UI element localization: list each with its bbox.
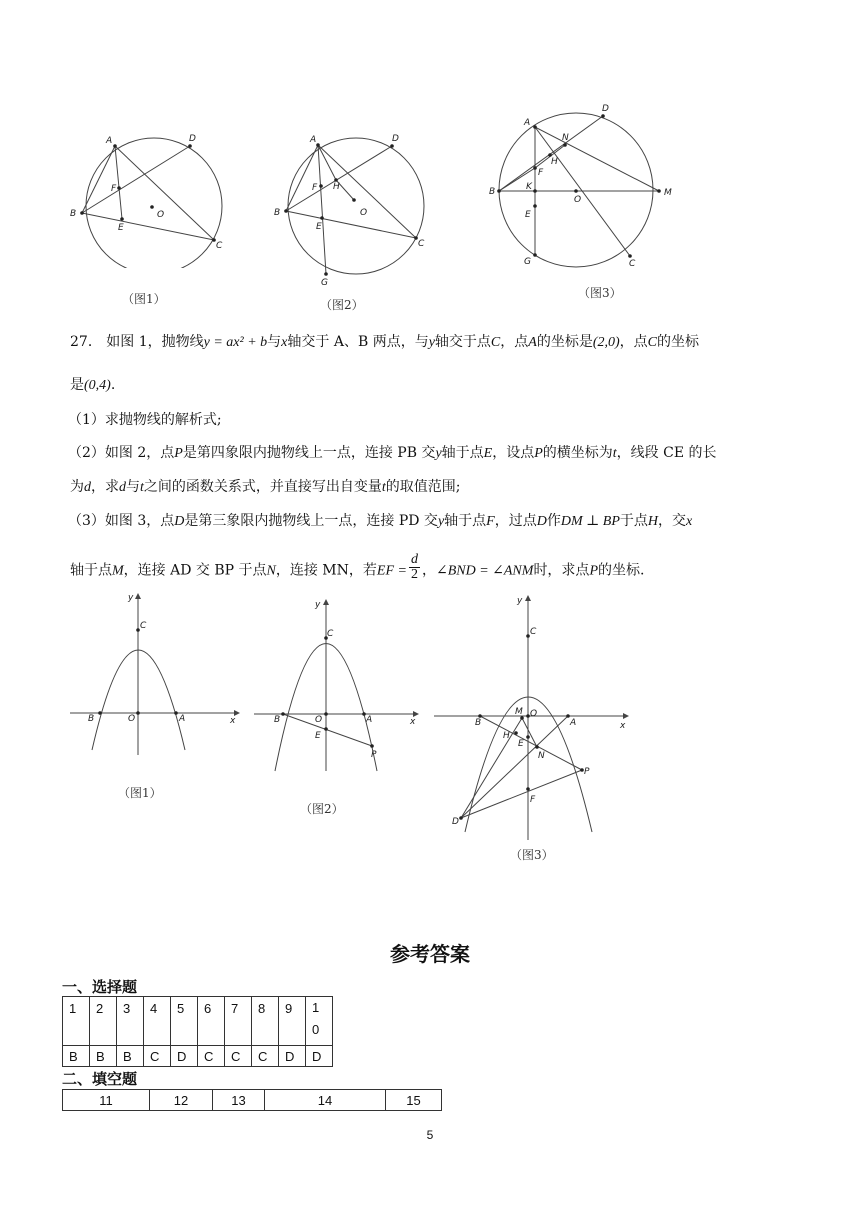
fig2-label-O: O [360, 208, 368, 218]
choice-answer: D [171, 1046, 198, 1067]
choice-number: 1 [63, 997, 90, 1046]
fig1-label-C: C [216, 241, 223, 251]
pfig1-label-O: O [128, 714, 136, 724]
pfig1-label-A: A [179, 714, 186, 724]
problem-number: 27． [70, 334, 102, 350]
choice-number: 3 [117, 997, 144, 1046]
fill-answer-table [62, 1089, 442, 1111]
choice-answer-table [62, 996, 333, 1067]
parabola-figure-1 [68, 590, 248, 760]
pfig3-label-x: x [620, 721, 626, 731]
fig1-label-B: B [70, 209, 77, 219]
pfig3-label-B: B [475, 718, 482, 728]
fig3-label-E: E [525, 210, 531, 220]
fig3-caption: （图3） [578, 286, 622, 300]
fig2-label-C: C [418, 239, 425, 249]
fig3-label-O: O [574, 195, 582, 205]
pfig3-label-y: y [517, 596, 523, 606]
pfig3-label-N: N [538, 751, 545, 761]
choice-answer: D [279, 1046, 306, 1067]
choice-number: 2 [90, 997, 117, 1046]
pfig3-label-E: E [518, 739, 524, 749]
part-3-line-1: （3）如图 3，点D是第三象限内抛物线上一点，连接 PD 交y轴于点F，过点D作DM ⊥ BP于点H，交x [68, 513, 693, 529]
pfig1-label-B: B [88, 714, 95, 724]
fig3-label-H: H [551, 157, 558, 167]
fig1-label-E: E [118, 223, 124, 233]
pfig2-label-x: x [410, 717, 416, 727]
pfig1-label-C: C [140, 621, 147, 631]
fig3-label-D: D [602, 104, 609, 114]
choice-number: 6 [198, 997, 225, 1046]
fig2-label-A: A [310, 135, 317, 145]
pfig3-label-O: O [530, 709, 538, 719]
fraction-d-over-2: $\frac{d}{2}$ [410, 552, 418, 582]
fig3-label-A: A [524, 118, 531, 128]
pfig1-label-x: x [230, 716, 236, 726]
choice-answer: B [63, 1046, 90, 1067]
pfig3-caption: （图3） [510, 848, 554, 862]
pfig3-label-C: C [530, 627, 537, 637]
pfig3-label-D: D [452, 817, 459, 827]
parabola-figure-2 [252, 596, 427, 776]
problem-line-1: 27． 如图 1，抛物线y = ax² + b与x轴交于 A、B 两点，与y轴交于点C，点A的坐标是(2,0)，点C的坐标 [70, 334, 699, 350]
choice-number: 1 0 [306, 997, 333, 1046]
part-2-line-1: （2）如图 2，点P是第四象限内抛物线上一点，连接 PB 交y轴于点E，设点P的横坐标为t，线段 CE 的长 [68, 445, 717, 461]
fig3-label-C: C [629, 259, 636, 269]
circle-figure-3 [484, 100, 689, 270]
circle-figure-2 [270, 128, 435, 288]
circle-figure-1 [62, 128, 227, 268]
pfig1-label-y: y [128, 593, 134, 603]
part-1: （1）求抛物线的解析式; [68, 412, 222, 428]
answers-title: 参考答案 [390, 942, 470, 966]
section-choice-heading: 一、选择题 [62, 978, 138, 996]
fill-number: 15 [386, 1090, 442, 1111]
fig3-label-G: G [524, 257, 531, 267]
fig3-label-B: B [489, 187, 496, 197]
pfig2-label-P: P [371, 750, 377, 760]
fig1-label-D: D [189, 134, 196, 144]
choice-answer: B [117, 1046, 144, 1067]
choice-answer: D [306, 1046, 333, 1067]
pfig3-label-P: P [584, 767, 590, 777]
pfig1-caption: （图1） [118, 786, 162, 800]
pfig3-label-F: F [530, 795, 536, 805]
choice-number-row [63, 997, 333, 1046]
choice-answer-row [63, 1046, 333, 1067]
part-2-line-2: 为d，求d与t之间的函数关系式，并直接写出自变量t的取值范围; [70, 479, 461, 495]
fig2-label-G: G [321, 278, 328, 288]
pfig2-label-B: B [274, 715, 281, 725]
pfig2-label-C: C [327, 629, 334, 639]
fill-number: 14 [265, 1090, 386, 1111]
pfig2-caption: （图2） [300, 802, 344, 816]
choice-number: 4 [144, 997, 171, 1046]
pfig3-label-A: A [570, 718, 577, 728]
choice-answer: C [144, 1046, 171, 1067]
fig1-label-F: F [111, 184, 117, 194]
part-3-line-2: 轴于点M，连接 AD 交 BP 于点N，连接 MN，若EF = $\frac{d}{2}$ ，∠BND = ∠ANM时，求点P的坐标. [70, 552, 645, 582]
fill-number: 12 [150, 1090, 213, 1111]
fill-number: 13 [213, 1090, 265, 1111]
fig2-label-H: H [333, 182, 340, 192]
choice-number: 9 [279, 997, 306, 1046]
fill-number: 11 [63, 1090, 150, 1111]
fig1-label-O: O [157, 210, 165, 220]
fig3-label-M: M [664, 188, 672, 198]
parabola-equation: y = ax² + b [203, 335, 268, 350]
problem-line-2: 是(0,4). [70, 377, 116, 393]
choice-number: 8 [252, 997, 279, 1046]
fig3-label-K: K [526, 182, 532, 192]
fig2-label-B: B [274, 208, 281, 218]
choice-answer: C [198, 1046, 225, 1067]
fig2-label-D: D [392, 134, 399, 144]
pfig3-label-M: M [515, 707, 523, 717]
fig2-label-E: E [316, 222, 322, 232]
pfig2-label-y: y [315, 600, 321, 610]
fig2-caption: （图2） [320, 298, 364, 312]
fig2-label-F: F [312, 183, 318, 193]
pfig2-label-A: A [366, 715, 373, 725]
fig1-caption: （图1） [122, 292, 166, 306]
fig3-label-F: F [538, 168, 544, 178]
parabola-figure-3 [432, 592, 637, 842]
fig3-label-N: N [562, 133, 569, 143]
fig1-label-A: A [106, 136, 113, 146]
page-number: 5 [426, 1128, 434, 1142]
pfig2-label-E: E [315, 731, 321, 741]
choice-number: 7 [225, 997, 252, 1046]
pfig2-label-O: O [315, 715, 323, 725]
choice-answer: C [252, 1046, 279, 1067]
choice-number: 5 [171, 997, 198, 1046]
pfig3-label-H: H [503, 731, 510, 741]
section-fill-heading: 二、填空题 [62, 1070, 138, 1088]
choice-answer: B [90, 1046, 117, 1067]
choice-answer: C [225, 1046, 252, 1067]
